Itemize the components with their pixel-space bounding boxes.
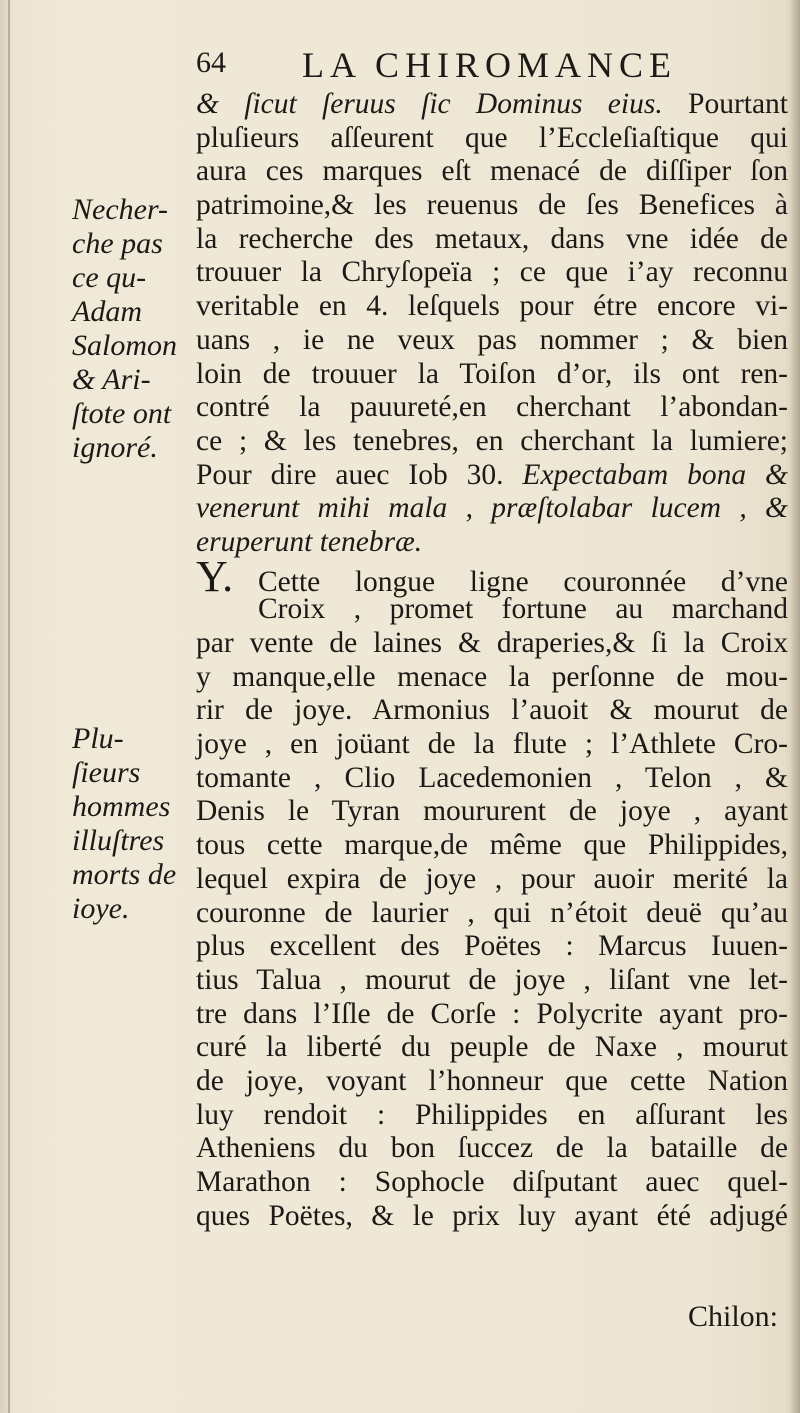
margin-note-line: illuſtres — [72, 824, 165, 857]
text-line — [196, 795, 788, 829]
line-text: pluſieurs aſſeurent que l’Eccleſiaſtique qui — [196, 121, 788, 154]
line-text: trouuer la Chryſopeïa ; ce que i’ay reconnu — [196, 256, 788, 289]
margin-note-plusieurs — [72, 722, 187, 926]
latin-quote: eruperunt tenebræ. — [196, 525, 423, 558]
line-text: loin de trouuer la Toiſon d’or, ils ont ren- — [196, 357, 788, 390]
line-text: curé la liberté du peuple de Naxe , mourut — [196, 1031, 788, 1064]
catchword: Chilon: — [687, 1300, 778, 1333]
text-line — [196, 998, 788, 1032]
text-line — [196, 551, 788, 601]
line-text: la recherche des metaux, dans vne idée de — [196, 222, 788, 255]
text-line — [196, 324, 788, 358]
latin-quote: & ſicut ſeruus ſic Dominus eius. — [196, 88, 663, 120]
line-text: Pourtant — [662, 88, 788, 120]
margin-note-recherche — [72, 193, 187, 465]
line-text: aura ces marques eſt menacé de diſſiper ſon — [196, 155, 788, 188]
line-text: Marathon : Sophocle diſputant auec quel- — [196, 1166, 788, 1198]
text-line — [196, 358, 788, 392]
text-line — [196, 223, 788, 257]
text-line — [196, 593, 788, 627]
text-line — [196, 1132, 788, 1166]
line-text: Croix , promet fortune au marchand — [258, 593, 788, 626]
line-text: ce ; & les tenebres, en cherchant la lumiere; — [196, 424, 788, 457]
text-line — [196, 290, 788, 324]
page-number: 64 — [196, 46, 226, 79]
line-text: Cette longue ligne couronnée d’vne — [258, 565, 788, 598]
text-line — [196, 897, 788, 931]
margin-note-line: morts de — [72, 858, 177, 891]
text-line — [196, 863, 788, 897]
margin-note-line: ignoré. — [72, 431, 158, 464]
text-line — [196, 122, 788, 156]
line-text: Denis le Tyran moururent de joye , ayant — [196, 795, 788, 828]
margin-note-line: che pas — [72, 227, 163, 260]
text-line — [196, 694, 788, 728]
margin-note-line: ce qu- — [72, 261, 147, 294]
line-text: y manque,elle menace la perſonne de mou- — [196, 660, 788, 693]
latin-quote: venerunt mihi mala , præſtolabar lucem , & — [196, 492, 788, 525]
text-line — [196, 492, 788, 526]
text-line — [196, 1065, 788, 1099]
line-text: tre dans l’Iſle de Corſe : Polycrite ayant pro- — [196, 997, 788, 1030]
margin-note-line: Plu- — [72, 722, 124, 755]
margin-note-line: Necher- — [72, 193, 169, 226]
margin-note-line: & Ari- — [72, 363, 151, 396]
text-line — [196, 1031, 788, 1065]
line-text: tous cette marque,de même que Philippides, — [196, 829, 788, 862]
line-text: tius Talua , mourut de joye , liſant vne let- — [196, 963, 788, 996]
margin-note-line: ſtote ont — [72, 397, 172, 430]
line-text: patrimoine,& les reuenus de ſes Benefices à — [196, 189, 788, 222]
text-line — [196, 155, 788, 189]
page-edge-shadow — [790, 0, 800, 1413]
line-text: lequel expira de joye , pour auoir merité la — [196, 862, 788, 895]
line-text: par vente de laines & draperies,& ſi la Croix — [196, 627, 788, 659]
text-line — [196, 728, 788, 762]
text-line — [196, 526, 788, 560]
text-line — [196, 762, 788, 796]
running-title: LA CHIROMANCE — [302, 45, 678, 85]
line-text: rir de joye. Armonius l’auoit & mourut de — [196, 694, 788, 727]
text-line — [196, 459, 788, 493]
line-text: contré la pauureté,en cherchant l’abondan- — [196, 391, 788, 424]
line-text: joye , en joüant de la flute ; l’Athlete Cro- — [196, 728, 788, 761]
line-text: Atheniens du bon ſuccez de la bataille de — [196, 1132, 788, 1165]
margin-note-line: hommes — [72, 790, 171, 823]
line-text: de joye, voyant l’honneur que cette Nation — [196, 1064, 788, 1097]
line-text: plus excellent des Poëtes : Marcus Iuuen- — [196, 930, 788, 963]
line-text: Pour dire auec Iob 30. — [196, 458, 523, 491]
page-gutter — [8, 0, 10, 1413]
text-line — [196, 829, 788, 863]
text-line — [196, 1166, 788, 1200]
margin-note-line: Salomon — [72, 329, 177, 362]
text-line — [196, 425, 788, 459]
line-text: tomante , Clio Lacedemonien , Telon , & — [196, 761, 788, 794]
text-line — [196, 930, 788, 964]
text-line — [196, 627, 788, 661]
margin-note-line: ſieurs — [72, 756, 141, 789]
latin-quote: Expectabam bona & — [522, 458, 789, 491]
text-line — [196, 189, 788, 223]
line-text: ques Poëtes, & le prix luy ayant été adjugé — [196, 1199, 788, 1232]
margin-note-line: ioye. — [72, 892, 130, 925]
paragraph-marker: Y. — [196, 551, 234, 601]
text-line — [196, 1099, 788, 1133]
text-line — [196, 391, 788, 425]
body-text — [196, 88, 788, 1233]
text-line — [196, 661, 788, 695]
line-text: luy rendoit : Philippides en aſſurant les — [196, 1098, 788, 1131]
line-text: couronne de laurier , qui n’étoit deuë qu’au — [196, 896, 788, 929]
text-line — [196, 256, 788, 290]
text-line — [196, 1200, 788, 1234]
text-line — [196, 964, 788, 998]
line-text: veritable en 4. leſquels pour étre encore vi- — [196, 290, 788, 323]
margin-note-line: Adam — [72, 295, 142, 328]
line-text: uans , ie ne veux pas nommer ; & bien — [196, 323, 788, 356]
text-line — [196, 88, 788, 122]
